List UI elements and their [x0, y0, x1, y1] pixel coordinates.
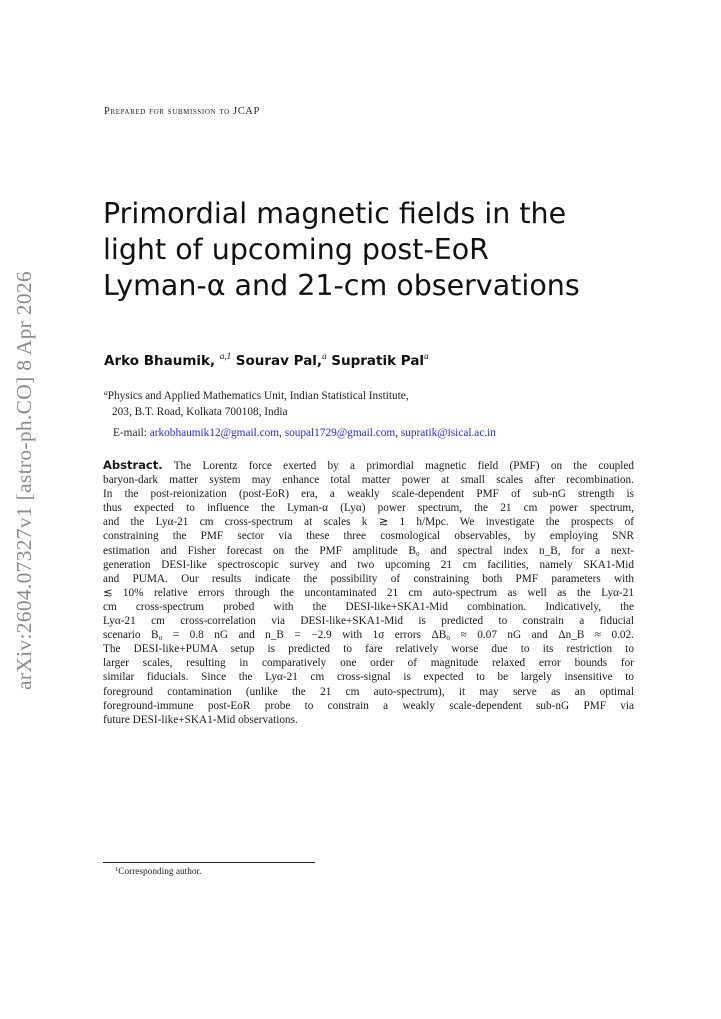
- abstract-line: baryon-dark matter system may enhance total matter power at small scales after recombination.: [103, 474, 634, 487]
- abstract-line: foreground-immune post-EoR probe to constrain a weakly scale-dependent sub-nG PMF via: [103, 699, 634, 712]
- abstract-line: generation DESI-like spectroscopic survey and two upcoming 21 cm facilities, namely SKA1-Mid: [103, 558, 634, 571]
- affiliation: [104, 385, 624, 420]
- author-list: [104, 351, 429, 369]
- email-link-supratik-pal[interactable]: supratik@isical.ac.in: [400, 427, 496, 439]
- author-affiliation-mark: a: [322, 351, 327, 361]
- author-affiliation-mark: a: [424, 351, 429, 361]
- author-affiliation-mark: a,1: [219, 351, 232, 361]
- author-name: Supratik Pal: [331, 353, 425, 369]
- author-name: Arko Bhaumik,: [104, 353, 216, 369]
- abstract-line: scenario B₀ = 0.8 nG and n_B = −2.9 with 1σ errors ΔB₀ ≈ 0.07 nG and Δn_B ≈ 0.02.: [103, 629, 634, 642]
- footnote-text: Corresponding author.: [118, 867, 202, 877]
- email-label: E-mail:: [113, 427, 147, 439]
- title-line-2: light of upcoming post-EoR: [103, 233, 489, 266]
- arxiv-sidebar: [12, 0, 42, 1019]
- email-line: E-mail: arkobhaumik12@gmail.com, soupal1729@gmail.com, supratik@isical.ac.in: [113, 427, 496, 439]
- submission-note: Prepared for submission to JCAP: [104, 106, 260, 117]
- paper-title: [103, 196, 643, 304]
- abstract-line: Lyα-21 cm cross-correlation via DESI-like+SKA1-Mid is predicted to constrain a fiducial: [103, 615, 634, 628]
- footnote-rule: [103, 862, 315, 863]
- title-line-3: Lyman-α and 21-cm observations: [103, 269, 580, 302]
- abstract-line: thus expected to influence the Lyman-α (Lyα) power spectrum, the 21 cm power spectrum,: [103, 502, 634, 515]
- abstract-line: [103, 458, 634, 473]
- email-link-sourav-pal[interactable]: soupal1729@gmail.com: [284, 427, 396, 439]
- abstract: [103, 458, 634, 727]
- arxiv-identifier-stamp: arXiv:2604.07327v1 [astro-ph.CO] 8 Apr 2026: [12, 271, 36, 690]
- author-name: Sourav Pal,: [235, 353, 323, 369]
- abstract-line: ≲ 10% relative errors through the uncontaminated 21 cm auto-spectrum as well as the Lyα-21: [103, 586, 634, 599]
- abstract-heading: Abstract.: [103, 458, 163, 472]
- email-link-bhaumik[interactable]: arkobhaumik12@gmail.com: [149, 427, 280, 439]
- abstract-line: similar fiducials. Since the Lyα-21 cm cross-signal is expected to be largely insensitive to: [103, 671, 634, 684]
- title-line-1: Primordial magnetic fields in the: [103, 197, 567, 230]
- abstract-line: constraining the PMF sector via these three cosmological observables, by employing SNR: [103, 530, 634, 543]
- abstract-line: future DESI-like+SKA1-Mid observations.: [103, 713, 298, 726]
- abstract-line: and PUMA. Our results indicate the possibility of constraining both PMF parameters with: [103, 572, 634, 585]
- footnote-mark: 1: [115, 866, 119, 873]
- footnote: [115, 866, 201, 877]
- abstract-line: The DESI-like+PUMA setup is predicted to fare relatively worse due to its restriction to: [103, 643, 634, 656]
- abstract-line: estimation and Fisher forecast on the PMF amplitude B₀ and spectral index n_B, for a next-: [103, 544, 634, 557]
- abstract-line: and the Lyα-21 cm cross-spectrum at scales k ≳ 1 h/Mpc. We investigate the prospects of: [103, 516, 634, 529]
- abstract-line-text: The Lorentz force exerted by a primordial magnetic field (PMF) on the coupled: [173, 460, 635, 472]
- abstract-line: larger scales, resulting in comparatively one order of magnitude relaxed error bounds for: [103, 657, 634, 670]
- abstract-line: In the post-reionization (post-EoR) era, a weakly scale-dependent PMF of sub-nG strength is: [103, 488, 634, 501]
- affiliation-line-1: Physics and Applied Mathematics Unit, Indian Statistical Institute,: [107, 390, 409, 402]
- abstract-line: foreground contamination (unlike the 21 cm auto-spectrum), it may serve as an optimal: [103, 685, 634, 698]
- abstract-line: cm cross-spectrum probed with the DESI-like+SKA1-Mid combination. Indicatively, the: [103, 600, 634, 613]
- affiliation-line-2: 203, B.T. Road, Kolkata 700108, India: [112, 406, 288, 418]
- affiliation-mark: a: [104, 388, 108, 397]
